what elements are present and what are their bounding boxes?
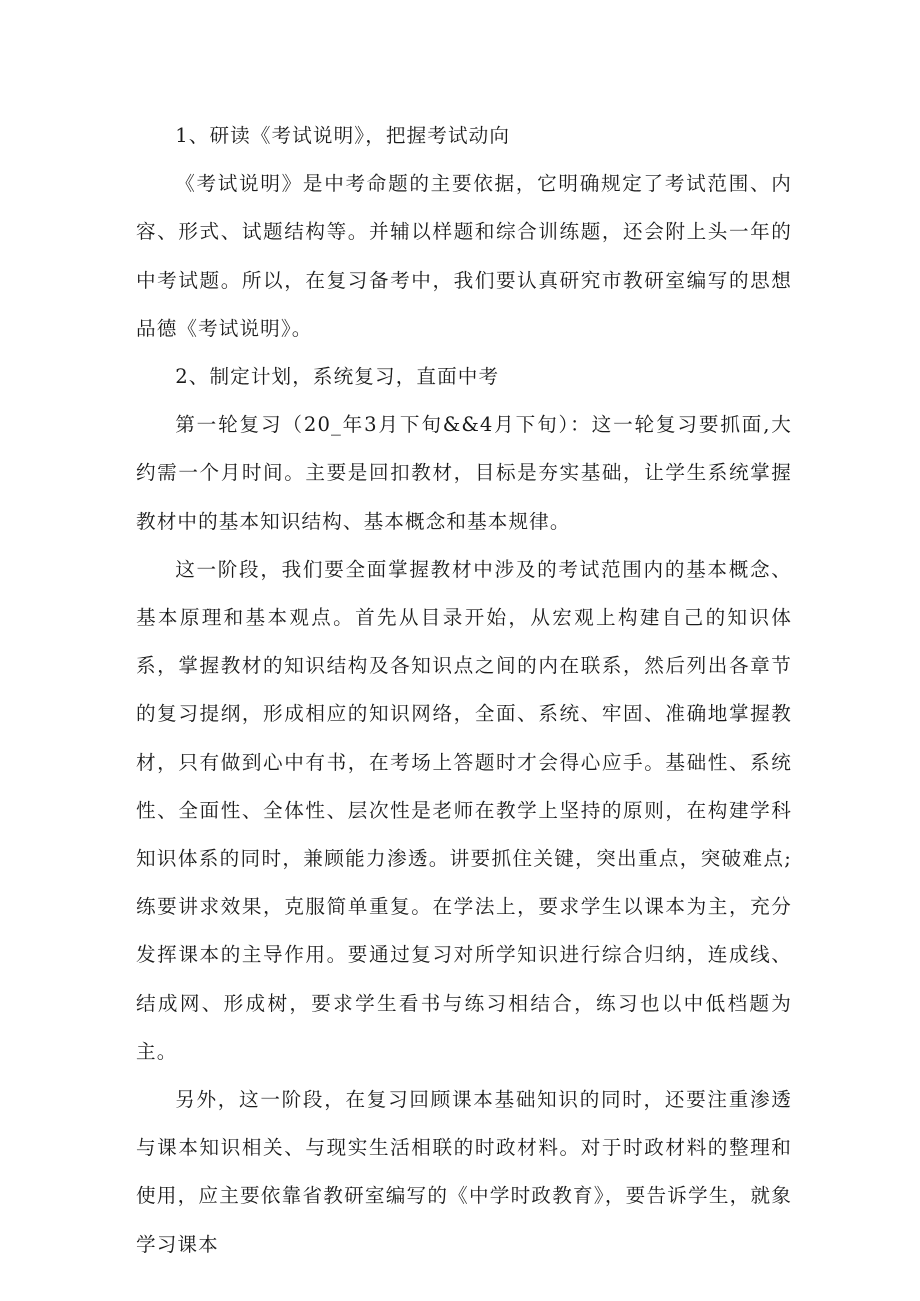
paragraph-first-round: 第一轮复习（20_年3月下旬&&4月下旬）：这一轮复习要抓面,大约需一个月时间。主要是回扣教材，目标是夯实基础，让学生系统掌握教材中的基本知识结构、基本概念和基本规律。 (136, 413, 792, 533)
paragraph-exam-guide: 《考试说明》是中考命题的主要依据，它明确规定了考试范围、内容、形式、试题结构等。并辅以样题和综合训练题，还会附上头一年的中考试题。所以，在复习备考中，我们要认真研究市教研室编写的思想品德《考试说明》。 (136, 172, 792, 340)
paragraph-this-stage: 这一阶段，我们要全面掌握教材中涉及的考试范围内的基本概念、基本原理和基本观点。首先从目录开始，从宏观上构建自己的知识体系，掌握教材的知识结构及各知识点之间的内在联系，然后列出各章节的复习提纲，形成相应的知识网络，全面、系统、牢固、准确地掌握教材，只有做到心中有书，在考场上答题时才会得心应手。基础性、系统性、全面性、全体性、层次性是老师在教学上坚持的原则，在构建学科知识体系的同时，兼顾能力渗透。讲要抓住关键，突出重点，突破难点;练要讲求效果，克服简单重复。在学法上，要求学生以课本为主，充分发挥课本的主导作用。要通过复习对所学知识进行综合归纳，连成线、结成网、形成树，要求学生看书与练习相结合，练习也以中低档题为主。 (136, 557, 792, 1063)
paragraph-additionally: 另外，这一阶段，在复习回顾课本基础知识的同时，还要注重渗透与课本知识相关、与现实生活相联的时政材料。对于时政材料的整理和使用，应主要依靠省教研室编写的《中学时政教育》，要告诉学生，就象学习课本 (136, 1088, 792, 1256)
section-heading-2: 2、制定计划，系统复习，直面中考 (175, 365, 500, 389)
section-heading-1: 1、研读《考试说明》，把握考试动向 (175, 124, 511, 147)
